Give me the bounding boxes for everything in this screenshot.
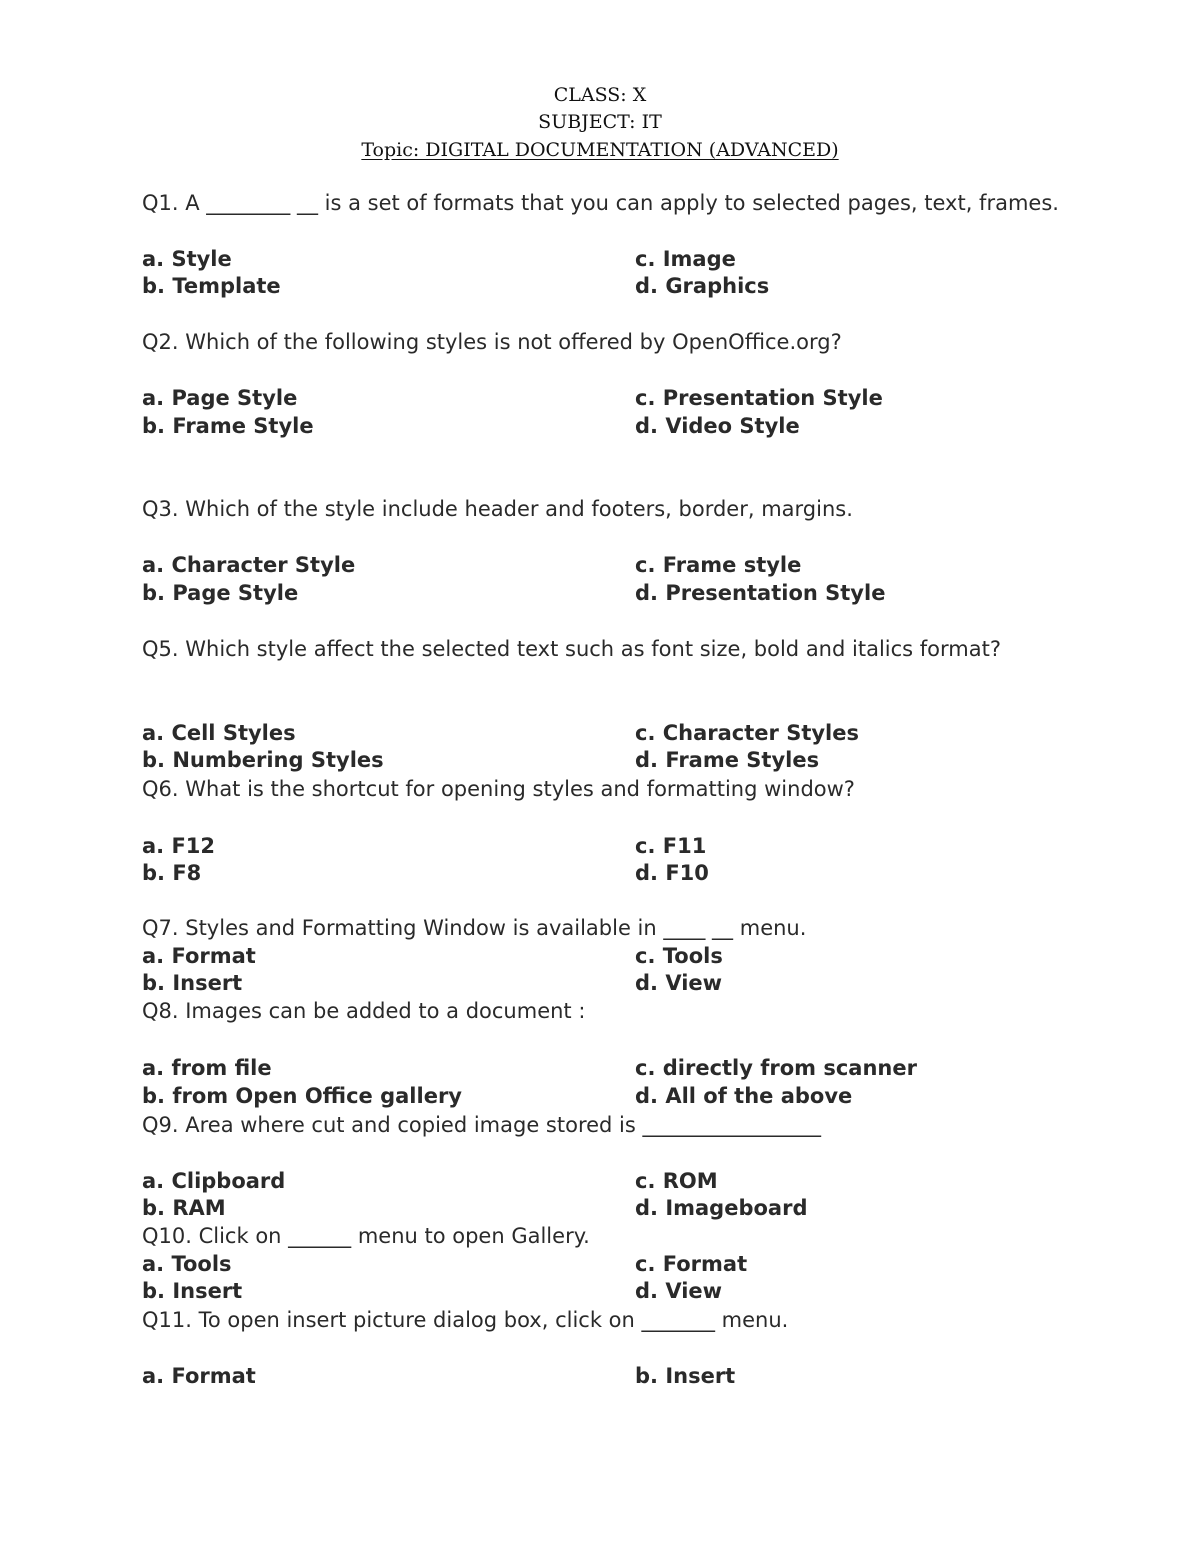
option-1a: a. Style xyxy=(142,247,232,271)
option-2a: a. Page Style xyxy=(142,386,298,410)
option-8b: b. from Open Office gallery xyxy=(142,1084,462,1108)
option-8d: d. All of the above xyxy=(635,1084,853,1108)
topic-heading: Topic: DIGITAL DOCUMENTATION (ADVANCED) xyxy=(361,139,839,161)
class-heading: CLASS: X xyxy=(553,84,647,106)
option-3a: a. Character Style xyxy=(142,553,356,577)
question-11: Q11. To open insert picture dialog box, click on _______ menu. xyxy=(142,1308,789,1332)
question-3: Q3. Which of the style include header and footers, border, margins. xyxy=(142,497,853,521)
option-1c: c. Image xyxy=(635,247,736,271)
question-5: Q5. Which style affect the selected text such as font size, bold and italics format? xyxy=(142,637,1001,661)
option-3c: c. Frame style xyxy=(635,553,802,577)
option-10c: c. Format xyxy=(635,1252,748,1276)
option-7c: c. Tools xyxy=(635,944,723,968)
option-8c: c. directly from scanner xyxy=(635,1056,917,1080)
option-10a: a. Tools xyxy=(142,1252,232,1276)
question-9: Q9. Area where cut and copied image stored is _________________ xyxy=(142,1113,822,1137)
option-1d: d. Graphics xyxy=(635,274,770,298)
option-5b: b. Numbering Styles xyxy=(142,748,384,772)
option-3d: d. Presentation Style xyxy=(635,581,886,605)
question-8: Q8. Images can be added to a document : xyxy=(142,999,586,1023)
option-6c: c. F11 xyxy=(635,834,707,858)
question-10: Q10. Click on ______ menu to open Gallery. xyxy=(142,1224,590,1248)
option-11b: b. Insert xyxy=(635,1364,736,1388)
option-5d: d. Frame Styles xyxy=(635,748,820,772)
option-2d: d. Video Style xyxy=(635,414,800,438)
option-9c: c. ROM xyxy=(635,1169,718,1193)
option-1b: b. Template xyxy=(142,274,281,298)
option-8a: a. from file xyxy=(142,1056,272,1080)
option-6d: d. F10 xyxy=(635,861,709,885)
option-7b: b. Insert xyxy=(142,971,243,995)
option-10b: b. Insert xyxy=(142,1279,243,1303)
option-7a: a. Format xyxy=(142,944,256,968)
option-6a: a. F12 xyxy=(142,834,216,858)
option-2b: b. Frame Style xyxy=(142,414,314,438)
option-11a: a. Format xyxy=(142,1364,256,1388)
option-9d: d. Imageboard xyxy=(635,1196,808,1220)
option-3b: b. Page Style xyxy=(142,581,299,605)
option-10d: d. View xyxy=(635,1279,723,1303)
question-2: Q2. Which of the following styles is not offered by OpenOffice.org? xyxy=(142,330,842,354)
question-7: Q7. Styles and Formatting Window is available in ____ __ menu. xyxy=(142,916,807,940)
option-9b: b. RAM xyxy=(142,1196,226,1220)
question-6: Q6. What is the shortcut for opening styles and formatting window? xyxy=(142,777,855,801)
question-1: Q1. A ________ __ is a set of formats that you can apply to selected pages, text, frames. xyxy=(142,191,1059,215)
subject-heading: SUBJECT: IT xyxy=(538,111,662,133)
option-5c: c. Character Styles xyxy=(635,721,859,745)
option-6b: b. F8 xyxy=(142,861,202,885)
option-5a: a. Cell Styles xyxy=(142,721,296,745)
option-2c: c. Presentation Style xyxy=(635,386,883,410)
option-7d: d. View xyxy=(635,971,723,995)
option-9a: a. Clipboard xyxy=(142,1169,286,1193)
